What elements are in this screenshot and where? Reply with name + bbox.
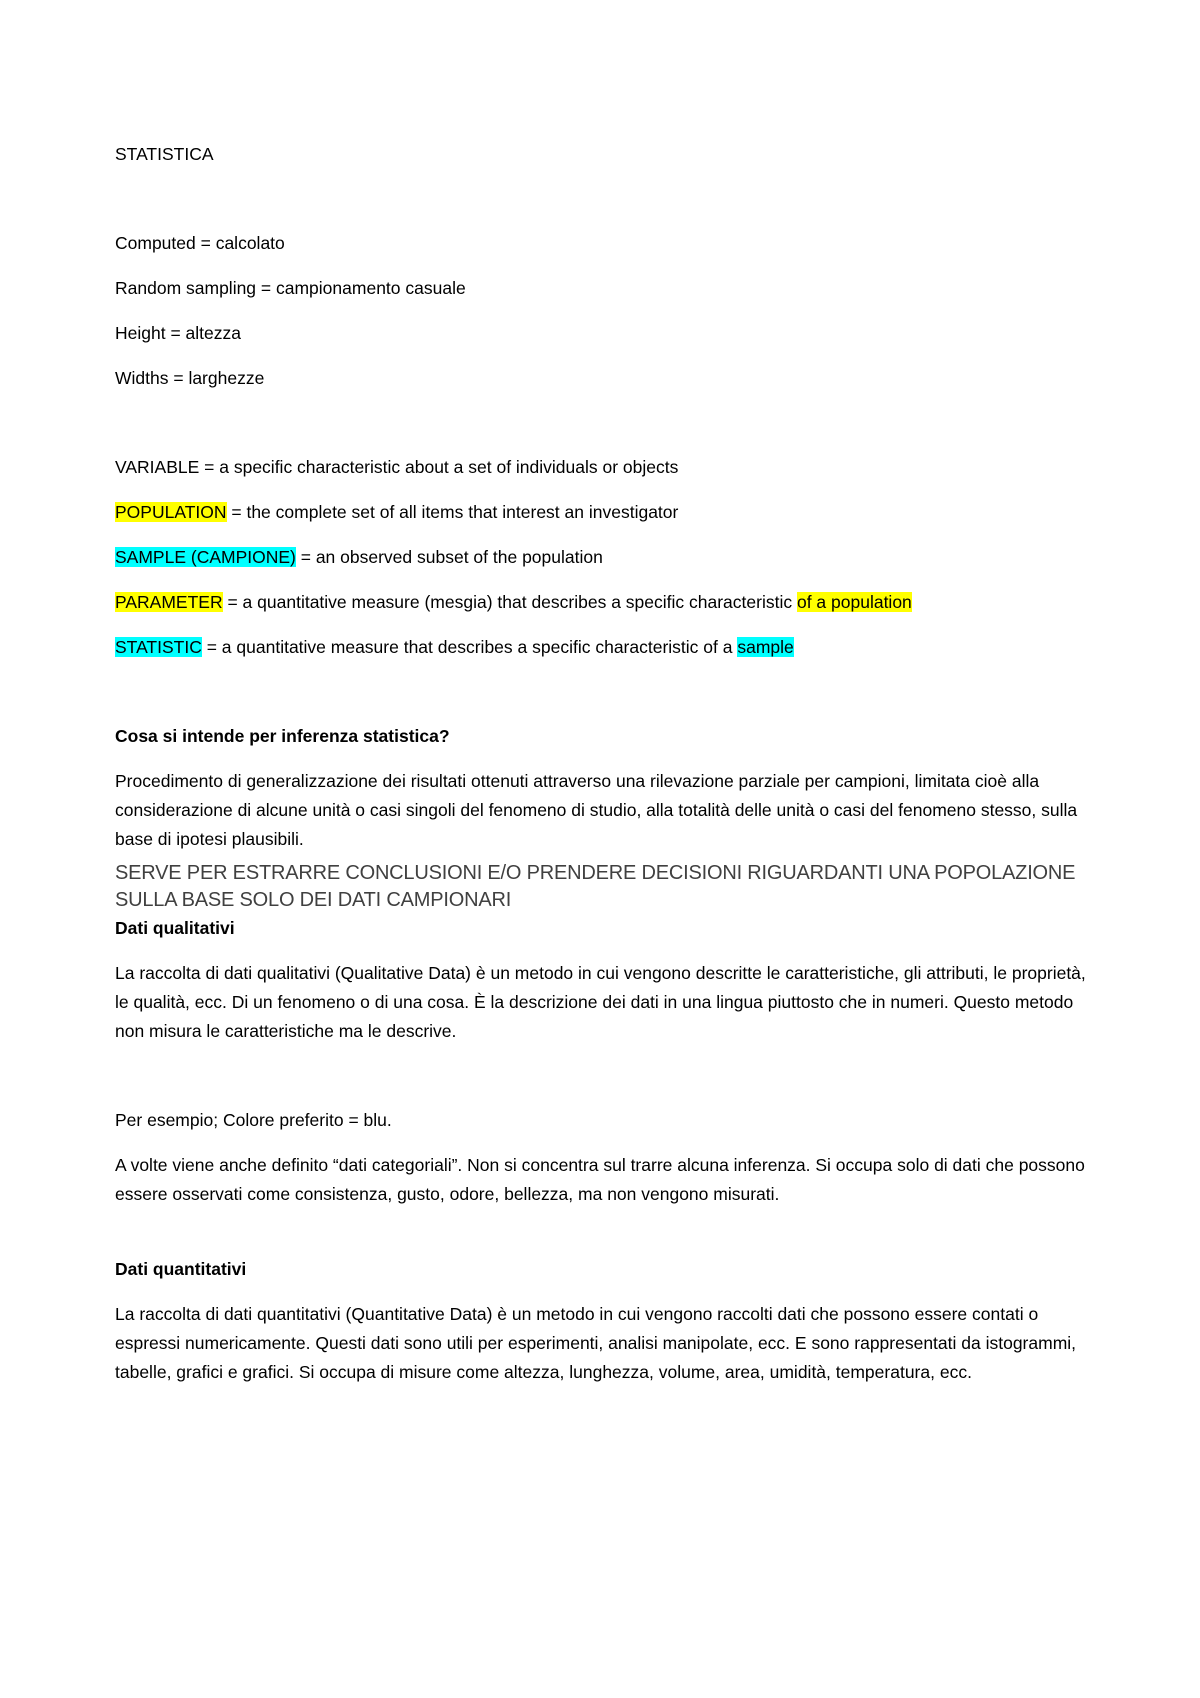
glossary-item xyxy=(115,274,1100,303)
definition-text: = a quantitative measure that describes a specific characteristic of a xyxy=(201,637,738,657)
glossary-separator: = xyxy=(168,368,189,388)
document-page xyxy=(115,140,1100,1387)
definition-term-highlighted: STATISTIC xyxy=(115,637,202,657)
glossary-item xyxy=(115,319,1100,348)
definition-population xyxy=(115,498,1100,527)
qualitative-example: Per esempio; Colore preferito = blu. xyxy=(115,1110,392,1130)
definition-highlighted-tail: sample xyxy=(737,637,794,657)
definition-term-highlighted: SAMPLE (CAMPIONE) xyxy=(115,547,296,567)
glossary-term: Computed xyxy=(115,233,196,253)
definition-highlighted-tail: of a population xyxy=(796,592,912,612)
qualitative-body: La raccolta di dati qualitativi (Qualitative Data) è un metodo in cui vengono descritte le caratteristiche, gli attributi, le proprietà, le qualità, ecc. Di un fenomeno o di una cosa. È la descrizione dei dati in una lingua piuttosto che in numeri. Questo metodo non misura le caratteristiche ma le descrive. xyxy=(115,963,1086,1041)
glossary-meaning: calcolato xyxy=(215,233,285,253)
definition-sample xyxy=(115,543,1100,572)
definition-parameter xyxy=(115,588,1100,617)
definition-text: = a quantitative measure (mesgia) that describes a specific characteristic xyxy=(222,592,797,612)
definition-term-highlighted: POPULATION xyxy=(115,502,227,522)
definitions xyxy=(115,453,1100,662)
glossary-item xyxy=(115,229,1100,258)
glossary-meaning: altezza xyxy=(185,323,241,343)
quantitative-heading: Dati quantitativi xyxy=(115,1259,247,1279)
glossary-term: Widths xyxy=(115,368,169,388)
glossary-separator: = xyxy=(256,278,276,298)
glossary-meaning: campionamento casuale xyxy=(276,278,466,298)
inference-caps-note: SERVE PER ESTRARRE CONCLUSIONI E/O PRENDERE DECISIONI RIGUARDANTI UNA POPOLAZIONE SULLA BASE SOLO DEI DATI CAMPIONARI xyxy=(115,862,1076,911)
qualitative-note: A volte viene anche definito “dati categoriali”. Non si concentra sul trarre alcuna inferenza. Si occupa solo di dati che possono essere osservati come consistenza, gusto, odore, bellezza, ma non vengono misurati. xyxy=(115,1155,1085,1204)
glossary-item xyxy=(115,364,1100,393)
glossary-term: Random sampling xyxy=(115,278,257,298)
glossary-meaning: larghezze xyxy=(188,368,265,388)
definition-text: = the complete set of all items that interest an investigator xyxy=(226,502,679,522)
definition-text: = a specific characteristic about a set of individuals or objects xyxy=(199,457,679,477)
inference-body: Procedimento di generalizzazione dei risultati ottenuti attraverso una rilevazione parziale per campioni, limitata cioè alla considerazione di alcune unità o casi singoli del fenomeno di studio, alla totalità delle unità o casi del fenomeno stesso, sulla base di ipotesi plausibili. xyxy=(115,771,1078,849)
qualitative-heading: Dati qualitativi xyxy=(115,918,235,938)
glossary xyxy=(115,229,1100,393)
quantitative-section xyxy=(115,1255,1100,1387)
definition-term-highlighted: PARAMETER xyxy=(115,592,223,612)
definition-term: VARIABLE xyxy=(115,457,200,477)
glossary-separator: = xyxy=(195,233,216,253)
definition-variable xyxy=(115,453,1100,482)
glossary-separator: = xyxy=(165,323,186,343)
inference-heading: Cosa si intende per inferenza statistica? xyxy=(115,726,450,746)
inference-section xyxy=(115,722,1100,914)
quantitative-body: La raccolta di dati quantitativi (Quantitative Data) è un metodo in cui vengono raccolti dati che possono essere contati o espressi numericamente. Questi dati sono utili per esperimenti, analisi manipolate, ecc. E sono rappresentati da istogrammi, tabelle, grafici e grafici. Si occupa di misure come altezza, lunghezza, volume, area, umidità, temperatura, ecc. xyxy=(115,1304,1077,1382)
definition-statistic xyxy=(115,633,1100,662)
definition-text: = an observed subset of the population xyxy=(295,547,603,567)
document-title: STATISTICA xyxy=(115,144,214,164)
glossary-term: Height xyxy=(115,323,166,343)
qualitative-section xyxy=(115,914,1100,1209)
